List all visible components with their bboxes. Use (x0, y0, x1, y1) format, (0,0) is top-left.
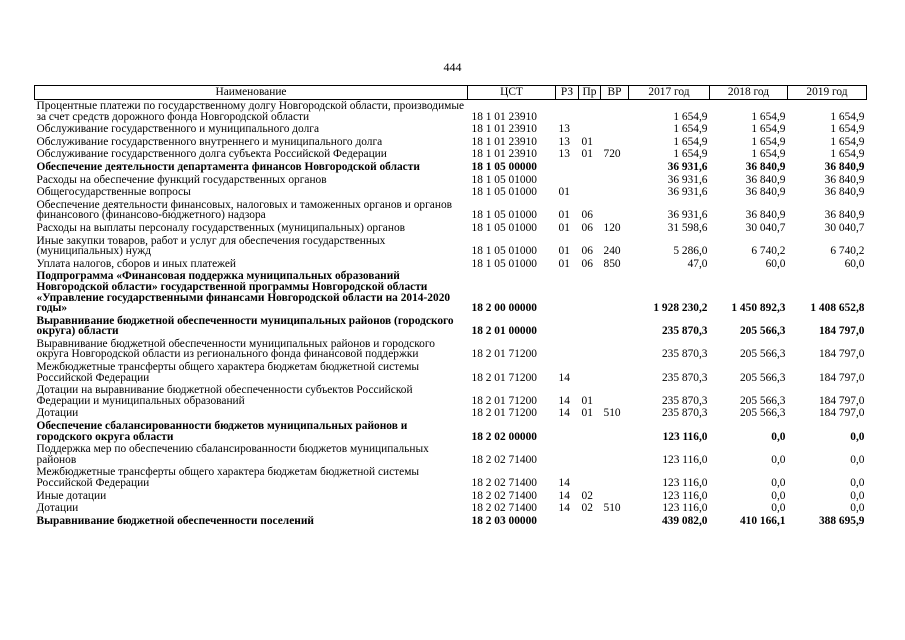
cell-cst: 18 1 05 01000 (471, 221, 537, 234)
cell-rz: 14 (558, 394, 570, 407)
cell-pr: 01 (581, 135, 593, 148)
cell-vr (601, 466, 629, 489)
cell-cst: 18 1 05 01000 (471, 245, 537, 258)
cell-name: Дотации (36, 407, 79, 420)
cell-name: Обслуживание государственного и муниципального долга (36, 123, 320, 136)
cell-y2019: 0,0 (850, 502, 865, 515)
cell-rz: 14 (558, 407, 570, 420)
cell-vr (601, 384, 629, 407)
table-row (35, 258, 867, 271)
cell-name: Выравнивание бюджетной обеспеченности муниципальных районов и городского округа Новгородской области из регионального фонда финансовой поддержки (36, 337, 435, 361)
cell-name: Межбюджетные трансферты общего характера бюджетам бюджетной системы Российской Федерации (36, 466, 420, 489)
cell-y2019: 0,0 (850, 430, 865, 443)
cell-y2018: 0,0 (771, 453, 786, 466)
cell-name: Иные дотации (36, 489, 107, 502)
cell-y2019: 184 797,0 (818, 407, 865, 420)
cell-y2017: 1 654,9 (673, 110, 708, 123)
cell-y2017: 31 598,6 (667, 221, 708, 234)
cell-name: Дотации на выравнивание бюджетной обеспеченности субъектов Российской Федерации и муниципальных образований (36, 384, 413, 407)
cell-y2017: 36 931,6 (667, 173, 708, 186)
cell-vr (601, 515, 629, 528)
cell-y2017: 47,0 (687, 257, 708, 270)
cell-y2018: 1 654,9 (751, 123, 786, 136)
header-rz: РЗ (556, 86, 579, 100)
cell-pr (579, 420, 601, 443)
cell-pr (579, 466, 601, 489)
cell-pr: 01 (581, 394, 593, 407)
cell-rz (556, 515, 579, 528)
cell-pr (579, 361, 601, 384)
cell-y2019: 36 840,9 (824, 160, 865, 173)
cell-y2018: 36 840,9 (745, 160, 786, 173)
table-row (35, 174, 867, 187)
cell-y2019: 184 797,0 (818, 348, 865, 361)
cell-name: Обеспечение деятельности департамента финансов Новгородской области (36, 160, 420, 173)
header-2019: 2019 год (788, 86, 867, 100)
cell-cst: 18 1 05 01000 (471, 257, 537, 270)
cell-y2018: 0,0 (771, 477, 786, 489)
cell-y2019: 1 654,9 (830, 123, 865, 136)
cell-y2017: 1 928 230,2 (653, 302, 708, 315)
cell-cst: 18 1 01 23910 (471, 148, 537, 161)
header-vr: ВР (601, 86, 629, 100)
cell-vr (601, 443, 629, 466)
cell-y2017: 1 654,9 (673, 135, 708, 148)
cell-y2019: 30 040,7 (824, 221, 865, 234)
page-number: 444 (443, 60, 462, 74)
cell-cst: 18 2 02 71400 (471, 477, 537, 489)
table-row (35, 420, 867, 443)
header-2017: 2017 год (629, 86, 710, 100)
cell-y2017: 36 931,6 (667, 160, 708, 173)
cell-y2017: 123 116,0 (662, 477, 708, 489)
cell-pr (579, 161, 601, 174)
cell-y2018: 0,0 (771, 489, 786, 502)
cell-y2018: 410 166,1 (739, 514, 786, 527)
table-row (35, 315, 867, 338)
cell-y2018: 0,0 (771, 430, 786, 443)
cell-y2017: 235 870,3 (661, 394, 708, 407)
table-header-row (35, 86, 867, 100)
cell-vr (601, 490, 629, 503)
cell-y2019: 6 740,2 (830, 245, 865, 258)
cell-name: Дотации (36, 502, 79, 515)
table-row (35, 515, 867, 528)
table-row (35, 186, 867, 199)
cell-pr (579, 315, 601, 338)
table-row (35, 199, 867, 222)
cell-pr (579, 338, 601, 361)
cell-rz (556, 270, 579, 314)
cell-pr: 06 (581, 221, 593, 234)
cell-y2018: 36 840,9 (745, 173, 786, 186)
table-row (35, 466, 867, 489)
cell-y2018: 36 840,9 (745, 186, 786, 199)
table-row (35, 502, 867, 515)
cell-name: Обслуживание государственного долга субъекта Российской Федерации (36, 148, 387, 161)
cell-vr (601, 315, 629, 338)
cell-pr: 06 (581, 245, 593, 258)
cell-cst: 18 1 05 00000 (471, 160, 537, 173)
cell-pr (579, 443, 601, 466)
cell-y2019: 36 840,9 (824, 173, 865, 186)
cell-rz (556, 420, 579, 443)
cell-cst: 18 2 02 71400 (471, 502, 537, 515)
cell-y2019: 388 695,9 (818, 514, 865, 527)
cell-cst: 18 1 05 01000 (471, 173, 537, 186)
cell-y2017: 235 870,3 (661, 407, 708, 420)
cell-name: Выравнивание бюджетной обеспеченности муниципальных районов (городского округа) области (36, 314, 454, 338)
cell-y2017: 36 931,6 (667, 186, 708, 199)
cell-y2018: 1 654,9 (751, 110, 786, 123)
cell-rz: 13 (558, 135, 570, 148)
cell-rz: 01 (558, 245, 570, 258)
cell-y2017: 5 286,0 (673, 245, 708, 258)
cell-y2018: 1 450 892,3 (731, 302, 786, 315)
table-row (35, 407, 867, 420)
cell-cst: 18 2 02 00000 (471, 430, 537, 443)
cell-y2019: 1 654,9 (830, 135, 865, 148)
cell-vr: 850 (603, 257, 621, 270)
cell-y2018: 205 566,3 (739, 371, 786, 384)
cell-cst: 18 2 01 00000 (471, 325, 537, 338)
header-cst: ЦСТ (468, 86, 556, 100)
table-row (35, 148, 867, 161)
cell-cst: 18 2 03 00000 (471, 514, 537, 527)
cell-y2018: 60,0 (765, 257, 786, 270)
cell-vr: 120 (603, 221, 621, 234)
cell-y2019: 36 840,9 (824, 209, 865, 222)
cell-pr (579, 123, 601, 136)
cell-name: Расходы на выплаты персоналу государственных (муниципальных) органов (36, 221, 406, 234)
cell-rz (556, 315, 579, 338)
cell-name: Уплата налогов, сборов и иных платежей (36, 257, 236, 270)
cell-pr: 01 (581, 407, 593, 420)
cell-pr (579, 174, 601, 187)
cell-y2018: 6 740,2 (751, 245, 786, 258)
cell-y2017: 36 931,6 (667, 209, 708, 222)
cell-vr (601, 136, 629, 149)
cell-name: Иные закупки товаров, работ и услуг для обеспечения государственных (муниципальных) нужд (36, 234, 386, 258)
cell-y2017: 123 116,0 (662, 430, 708, 443)
table-row (35, 338, 867, 361)
table-row (35, 100, 867, 124)
cell-y2019: 1 408 652,8 (810, 302, 865, 315)
cell-pr: 01 (581, 148, 593, 161)
cell-rz: 14 (558, 477, 570, 489)
cell-pr: 06 (581, 209, 593, 222)
cell-y2018: 205 566,3 (739, 407, 786, 420)
cell-rz (556, 100, 579, 124)
cell-y2017: 235 870,3 (661, 371, 708, 384)
cell-rz (556, 443, 579, 466)
cell-y2017: 123 116,0 (662, 489, 708, 502)
cell-vr: 510 (603, 407, 621, 420)
cell-vr (601, 161, 629, 174)
cell-y2019: 60,0 (844, 257, 865, 270)
cell-y2018: 205 566,3 (739, 348, 786, 361)
cell-cst: 18 1 05 01000 (471, 209, 537, 222)
cell-vr (601, 338, 629, 361)
cell-y2019: 1 654,9 (830, 110, 865, 123)
cell-y2018: 205 566,3 (739, 325, 786, 338)
cell-rz: 14 (558, 489, 570, 502)
cell-rz (556, 174, 579, 187)
cell-rz (556, 161, 579, 174)
cell-rz: 13 (558, 123, 570, 136)
cell-pr (579, 515, 601, 528)
cell-y2018: 30 040,7 (745, 221, 786, 234)
cell-y2018: 36 840,9 (745, 209, 786, 222)
cell-cst: 18 2 01 71200 (471, 348, 537, 361)
cell-vr: 720 (603, 148, 621, 161)
cell-y2017: 235 870,3 (661, 325, 708, 338)
table-row (35, 270, 867, 314)
table-row (35, 123, 867, 136)
table-row (35, 443, 867, 466)
table-row (35, 361, 867, 384)
cell-vr (601, 100, 629, 124)
cell-pr: 06 (581, 257, 593, 270)
cell-cst: 18 2 02 71400 (471, 453, 537, 466)
cell-rz (556, 338, 579, 361)
header-name: Наименование (35, 86, 468, 100)
cell-rz: 01 (558, 186, 570, 199)
budget-table (34, 85, 867, 527)
cell-cst: 18 1 01 23910 (471, 135, 537, 148)
cell-vr (601, 186, 629, 199)
cell-vr (601, 420, 629, 443)
cell-y2019: 184 797,0 (818, 371, 865, 384)
cell-y2019: 1 654,9 (830, 148, 865, 161)
cell-name: Общегосударственные вопросы (36, 186, 191, 199)
cell-y2017: 1 654,9 (673, 148, 708, 161)
cell-pr: 02 (581, 502, 593, 515)
cell-y2019: 184 797,0 (818, 325, 865, 338)
cell-cst: 18 2 00 00000 (471, 302, 537, 315)
cell-y2019: 0,0 (850, 489, 865, 502)
cell-name: Процентные платежи по государственному долгу Новгородской области, производимые за счет средств дорожного фонда Новгородской области (36, 100, 465, 123)
header-2018: 2018 год (710, 86, 788, 100)
cell-name: Межбюджетные трансферты общего характера бюджетам бюджетной системы Российской Федерации (36, 361, 420, 384)
cell-name: Обеспечение сбалансированности бюджетов муниципальных районов и городского округа области (36, 420, 408, 443)
cell-name: Поддержка мер по обеспечению сбалансированности бюджетов муниципальных районов (36, 443, 429, 466)
cell-vr (601, 174, 629, 187)
cell-y2019: 36 840,9 (824, 186, 865, 199)
cell-y2019: 184 797,0 (818, 394, 865, 407)
table-row (35, 235, 867, 258)
cell-pr (579, 100, 601, 124)
cell-y2018: 205 566,3 (739, 394, 786, 407)
cell-rz: 14 (558, 371, 570, 384)
cell-y2018: 1 654,9 (751, 148, 786, 161)
cell-vr: 510 (603, 502, 621, 515)
cell-vr (601, 123, 629, 136)
table-row (35, 222, 867, 235)
cell-rz: 13 (558, 148, 570, 161)
cell-name: Обслуживание государственного внутреннего и муниципального долга (36, 135, 383, 148)
table-body (35, 100, 867, 528)
cell-pr (579, 186, 601, 199)
table-row (35, 136, 867, 149)
cell-y2017: 1 654,9 (673, 123, 708, 136)
table-row (35, 384, 867, 407)
cell-cst: 18 2 01 71200 (471, 407, 537, 420)
cell-y2019: 0,0 (850, 477, 865, 489)
cell-cst: 18 1 01 23910 (471, 110, 537, 123)
cell-name: Выравнивание бюджетной обеспеченности поселений (36, 514, 314, 527)
cell-cst: 18 2 01 71200 (471, 371, 537, 384)
cell-name: Расходы на обеспечение функций государственных органов (36, 173, 327, 186)
cell-vr (601, 270, 629, 314)
cell-y2019: 0,0 (850, 453, 865, 466)
header-pr: Пр (579, 86, 601, 100)
cell-cst: 18 2 02 71400 (471, 489, 537, 502)
cell-y2017: 235 870,3 (661, 348, 708, 361)
cell-y2018: 0,0 (771, 502, 786, 515)
cell-pr: 02 (581, 489, 593, 502)
cell-cst: 18 2 01 71200 (471, 394, 537, 407)
cell-rz: 01 (558, 209, 570, 222)
table-row (35, 490, 867, 503)
cell-vr (601, 199, 629, 222)
cell-y2017: 123 116,0 (662, 453, 708, 466)
cell-rz: 01 (558, 221, 570, 234)
cell-y2018: 1 654,9 (751, 135, 786, 148)
cell-pr (579, 270, 601, 314)
cell-rz: 01 (558, 257, 570, 270)
cell-name: Обеспечение деятельности финансовых, налоговых и таможенных органов и органов финансового (финансово-бюджетного) надзора (36, 198, 453, 222)
cell-y2017: 123 116,0 (662, 502, 708, 515)
cell-vr: 240 (603, 245, 621, 258)
table-row (35, 161, 867, 174)
cell-name: Подпрограмма «Финансовая поддержка муниципальных образований Новгородской области» государственной программы Новгородской области «Управление государственными финансами Новгородской области на 2014-2020 годы» (36, 270, 451, 315)
cell-vr (601, 361, 629, 384)
cell-y2017: 439 082,0 (661, 514, 708, 527)
cell-cst: 18 1 05 01000 (471, 186, 537, 199)
cell-rz: 14 (558, 502, 570, 515)
cell-cst: 18 1 01 23910 (471, 123, 537, 136)
